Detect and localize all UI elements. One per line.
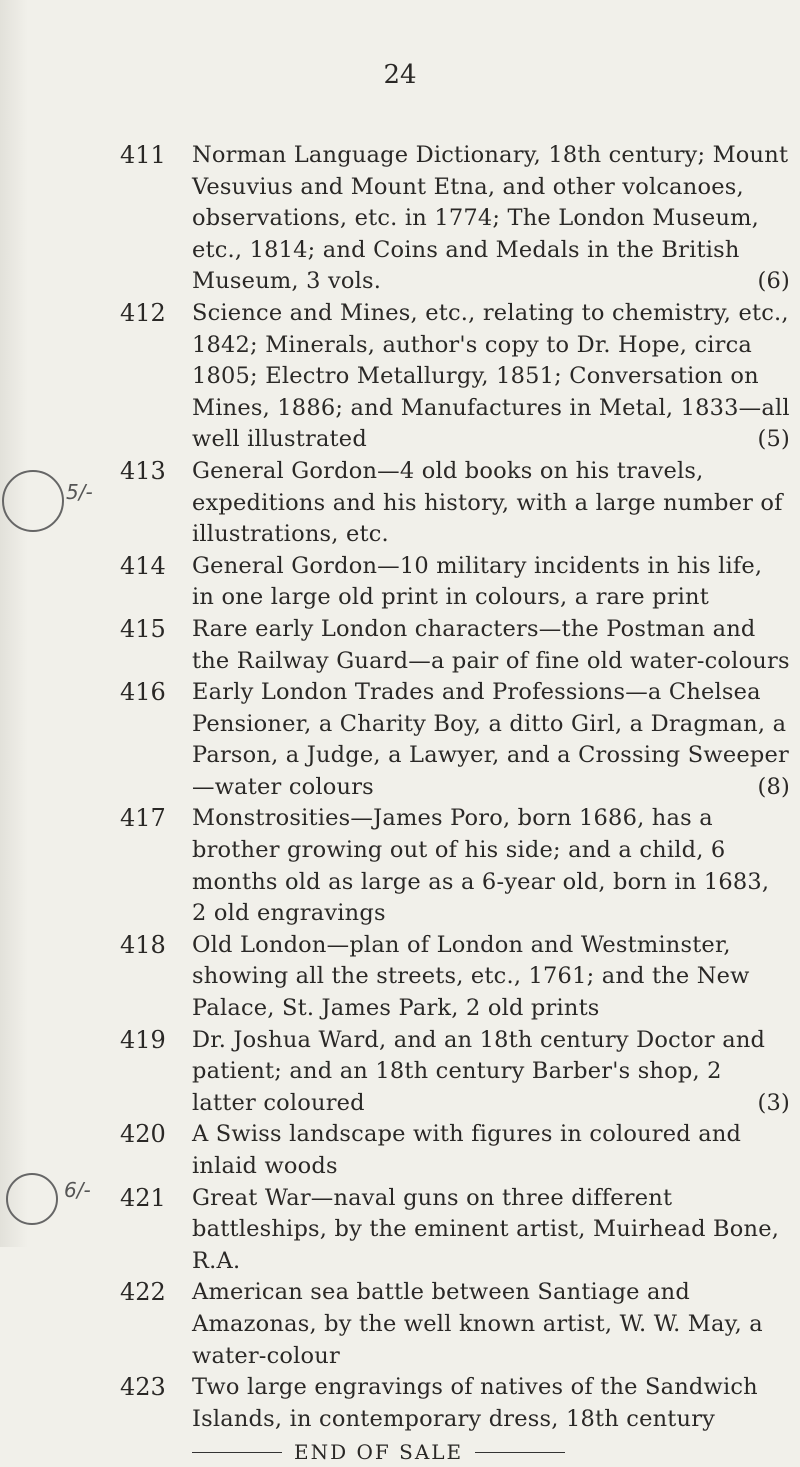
lot-number: 415 — [120, 614, 166, 643]
lot-420 — [120, 1119, 790, 1182]
lot-description: Monstrosities—James Poro, born 1686, has a brother growing out of his side; and a child, 6 months old as large as a 6-year old, born in 1683, 2 old engravings — [192, 805, 770, 927]
lot-423 — [120, 1372, 790, 1435]
lot-411 — [120, 140, 790, 298]
lot-number: 412 — [120, 298, 166, 327]
lot-number: 422 — [120, 1278, 166, 1307]
lot-number: 413 — [120, 456, 166, 485]
lot-416 — [120, 677, 790, 803]
lot-417 — [120, 803, 790, 929]
end-rule-right — [475, 1452, 565, 1453]
end-rule-left — [192, 1452, 282, 1453]
lot-number: 414 — [120, 551, 166, 580]
price-note-423: 6/- — [64, 1178, 91, 1202]
page-edge-shadow — [0, 0, 28, 1247]
lot-description: Great War—naval guns on three different battleships, by the eminent artist, Muirhead Bone, R.A. — [192, 1184, 780, 1274]
end-of-sale-label: END OF SALE — [294, 1440, 464, 1465]
lot-413 — [120, 456, 790, 551]
price-note-414: 5/- — [66, 480, 93, 504]
lot-412 — [120, 298, 790, 456]
pencil-circle-mark — [6, 1173, 58, 1225]
lot-description: Two large engravings of natives of the Sandwich Islands, in contemporary dress, 18th century — [192, 1374, 758, 1432]
lot-414 — [120, 551, 790, 614]
lot-number: 416 — [120, 678, 166, 707]
lot-418 — [120, 930, 790, 1025]
lot-415 — [120, 614, 790, 677]
lot-422 — [120, 1277, 790, 1372]
lot-number: 419 — [120, 1025, 166, 1054]
lot-number: 423 — [120, 1373, 166, 1402]
lot-description: Rare early London characters—the Postman and the Railway Guard—a pair of fine old water-colours — [192, 615, 790, 674]
lot-number: 417 — [120, 804, 166, 833]
pencil-circle-mark — [2, 470, 64, 532]
lot-description: General Gordon—10 military incidents in his life, in one large old print in colours, a rare print — [192, 552, 763, 611]
lot-count: (6) — [757, 268, 790, 295]
lot-description: Norman Language Dictionary, 18th century; Mount Vesuvius and Mount Etna, and other volcanoes, observations, etc. in 1774; The London Museum, etc., 1814; and Coins and Medals in the British Museum, 3 vols. (6) — [192, 140, 790, 298]
lot-419 — [120, 1025, 790, 1120]
lot-421 — [120, 1183, 790, 1278]
lot-description: American sea battle between Santiage and Amazonas, by the well known artist, W. W. May, a water-colour — [192, 1279, 763, 1369]
lot-description: General Gordon—4 old books on his travels, expeditions and his history, with a large number of illustrations, etc. — [192, 457, 783, 548]
lot-number: 411 — [120, 141, 166, 169]
lot-number: 421 — [120, 1183, 166, 1212]
lot-description: A Swiss landscape with figures in coloured and inlaid woods — [192, 1121, 742, 1179]
lot-count: (5) — [757, 426, 790, 453]
lot-description: Old London—plan of London and Westminster, showing all the streets, etc., 1761; and the New Palace, St. James Park, 2 old prints — [192, 931, 750, 1022]
lot-count: (8) — [757, 773, 790, 800]
lot-number: 418 — [120, 930, 166, 959]
lot-description: Dr. Joshua Ward, and an 18th century Doctor and patient; and an 18th century Barber's shop, 2 latter coloured (3) — [192, 1025, 790, 1120]
lot-list — [120, 140, 790, 1467]
lot-number: 420 — [120, 1120, 166, 1149]
page-number: 24 — [383, 60, 417, 90]
lot-count: (3) — [757, 1089, 790, 1116]
end-of-sale — [192, 1437, 790, 1467]
lot-description: Early London Trades and Professions—a Chelsea Pensioner, a Charity Boy, a ditto Girl, a Dragman, a Parson, a Judge, a Lawyer, and a Crossing Sweeper—water colours (8) — [192, 677, 790, 803]
lot-description: Science and Mines, etc., relating to chemistry, etc., 1842; Minerals, author's copy to Dr. Hope, circa 1805; Electro Metallurgy, 1851; Conversation on Mines, 1886; and Manufactures in Metal, 1833—all well illustrated (5) — [192, 298, 790, 456]
